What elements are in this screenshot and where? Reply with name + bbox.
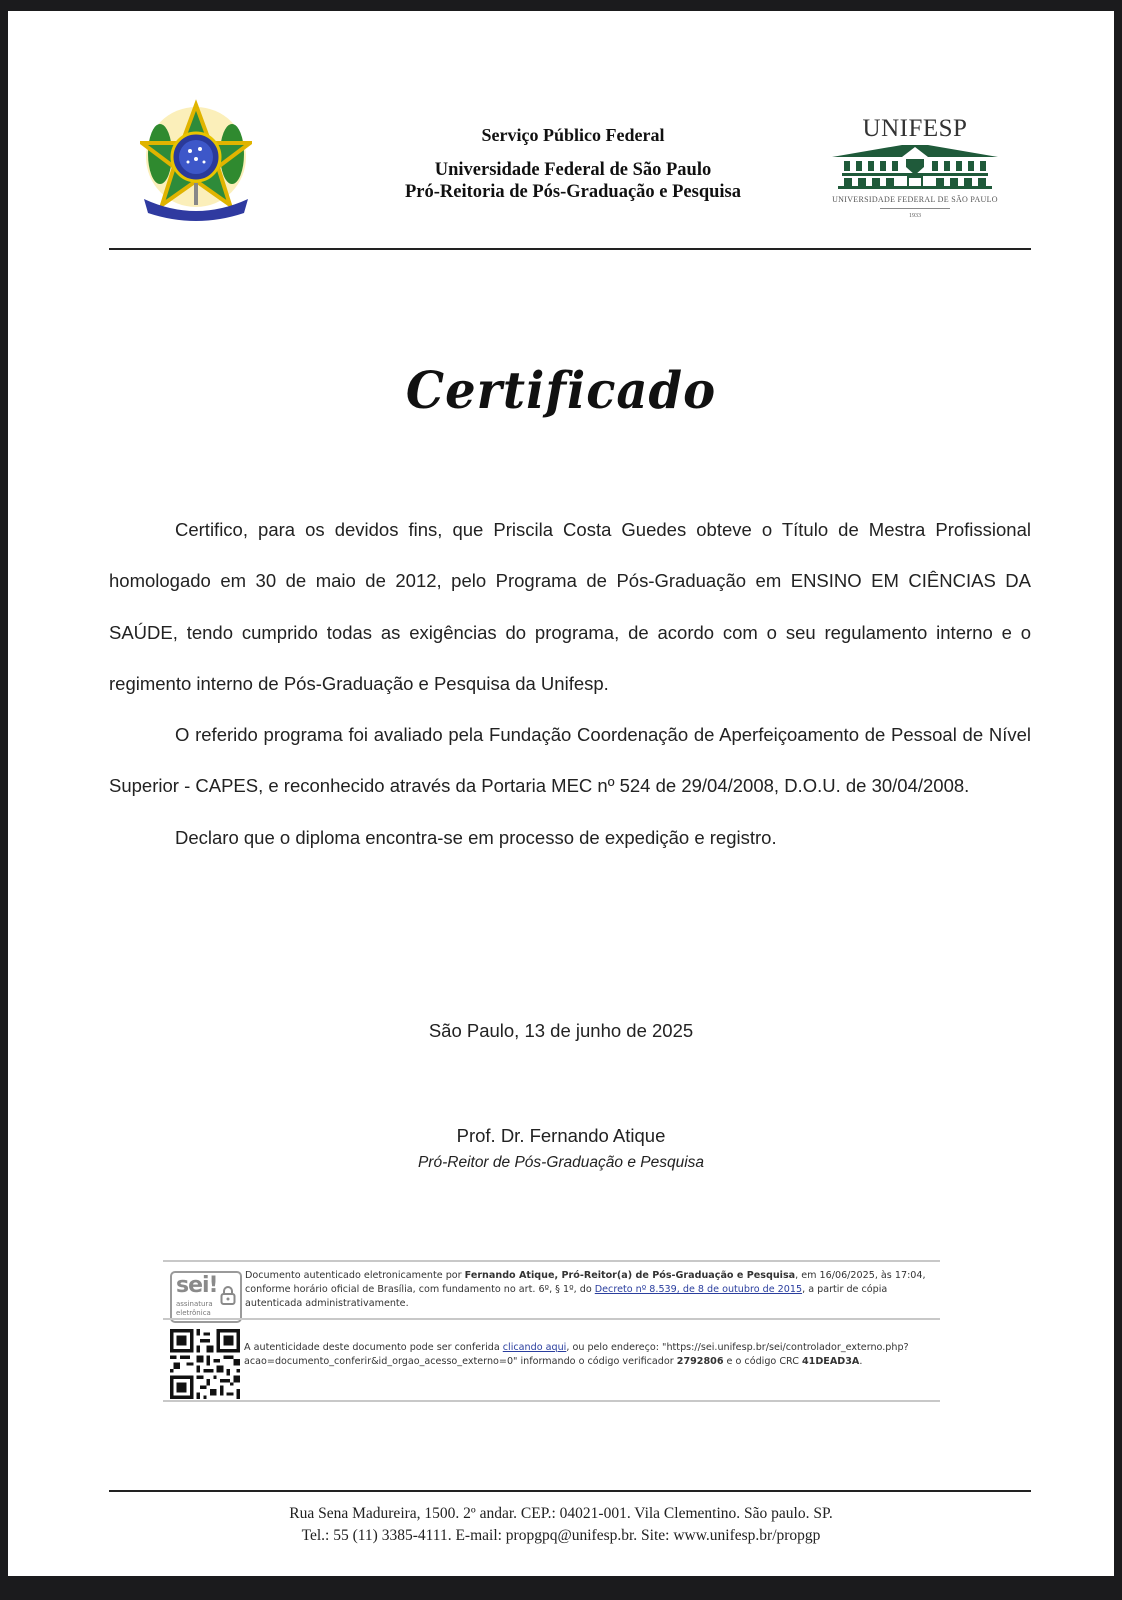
verifier-code: 2792806	[676, 1356, 724, 1367]
sei-signature-badge	[170, 1271, 242, 1323]
sei-crc-prefix: e o código CRC	[723, 1356, 802, 1367]
place-date: São Paulo, 13 de junho de 2025	[428, 1020, 694, 1041]
unifesp-logo-name: UNIFESP	[862, 115, 968, 142]
header-institution	[308, 159, 838, 203]
certificate-page	[8, 11, 1114, 1576]
footer-divider	[109, 1490, 1031, 1492]
signatory-name: Prof. Dr. Fernando Atique	[456, 1125, 666, 1146]
sei-auth-middle: , em 16/06/2025, às 17:04, conforme horário oficial de Brasília, com fundamento no art. 6º, § 1º, do	[245, 1270, 926, 1295]
unifesp-logo-year: 1933	[909, 213, 921, 219]
body-paragraph-1: Certifico, para os devidos fins, que Priscila Costa Guedes obteve o Título de Mestra Profissional homologado em 30 de maio de 2012, pelo Programa de Pós-Graduação em ENSINO EM CIÊNCIAS DA SAÚDE, tendo cumprido todas as exigências do programa, de acordo com o seu regulamento interno e o regimento interno de Pós-Graduação e Pesquisa da Unifesp.	[109, 519, 1031, 694]
header-line-1: Serviço Público Federal	[481, 125, 665, 145]
sei-divider-bottom	[163, 1400, 940, 1402]
header-divider	[109, 248, 1031, 250]
sei-divider-middle	[163, 1318, 940, 1320]
sei-auth-signer: Fernando Atique, Pró-Reitor(a) de Pós-Graduação e Pesquisa	[464, 1270, 796, 1281]
sei-auth-suffix: , a partir de cópia autenticada administrativamente.	[245, 1284, 888, 1309]
footer-line-2: Tel.: 55 (11) 3385-4111. E-mail: propgpq@unifesp.br. Site: www.unifesp.br/propgp	[301, 1527, 821, 1544]
signatory-role: Pró-Reitor de Pós-Graduação e Pesquisa	[417, 1154, 705, 1171]
sei-verification-text	[244, 1341, 934, 1369]
sei-auth-prefix: Documento autenticado eletronicamente por	[245, 1270, 465, 1281]
certificate-body	[109, 504, 1031, 863]
unifesp-logo	[830, 115, 1020, 237]
footer-address	[8, 1503, 1114, 1547]
header-line-2: Universidade Federal de São Paulo	[434, 160, 712, 180]
certificate-title: Certificado	[405, 361, 717, 421]
sei-logo: sei!	[176, 1273, 218, 1298]
crc-code: 41DEAD3A	[801, 1356, 860, 1367]
sei-verify-middle: , ou pelo endereço: "https://sei.unifesp.br/sei/controlador_externo.php?acao=documento_conferir&id_orgao_acesso_externo=0" informando o código verificador	[244, 1342, 909, 1367]
sei-verify-prefix: A autenticidade deste documento pode ser conferida	[244, 1342, 503, 1353]
sei-badge-sub2: eletrônica	[176, 1309, 211, 1317]
body-paragraph-2: O referido programa foi avaliado pela Fundação Coordenação de Aperfeiçoamento de Pessoal de Nível Superior - CAPES, e reconhecido através da Portaria MEC nº 524 de 29/04/2008, D.O.U. de 30/04/2008.	[109, 724, 1031, 797]
decree-link[interactable]: Decreto nº 8.539, de 8 de outubro de 2015	[594, 1284, 803, 1295]
footer-line-1: Rua Sena Madureira, 1500. 2º andar. CEP.: 04021-001. Vila Clementino. São paulo. SP.	[289, 1505, 833, 1522]
brazil-coat-of-arms-icon	[140, 99, 252, 223]
unifesp-building-icon	[832, 143, 998, 189]
sei-crc-suffix: .	[859, 1356, 863, 1367]
qr-code-icon	[170, 1329, 240, 1399]
verify-link[interactable]: clicando aqui	[502, 1342, 567, 1353]
unifesp-logo-subtitle: UNIVERSIDADE FEDERAL DE SÃO PAULO	[832, 195, 998, 204]
header-line-3: Pró-Reitoria de Pós-Graduação e Pesquisa	[404, 182, 742, 202]
sei-divider-top	[163, 1260, 940, 1262]
sei-badge-sub1: assinatura	[176, 1300, 213, 1308]
body-paragraph-3: Declaro que o diploma encontra-se em processo de expedição e registro.	[175, 826, 777, 848]
lock-icon	[220, 1285, 236, 1305]
sei-authentication-text	[245, 1269, 935, 1311]
